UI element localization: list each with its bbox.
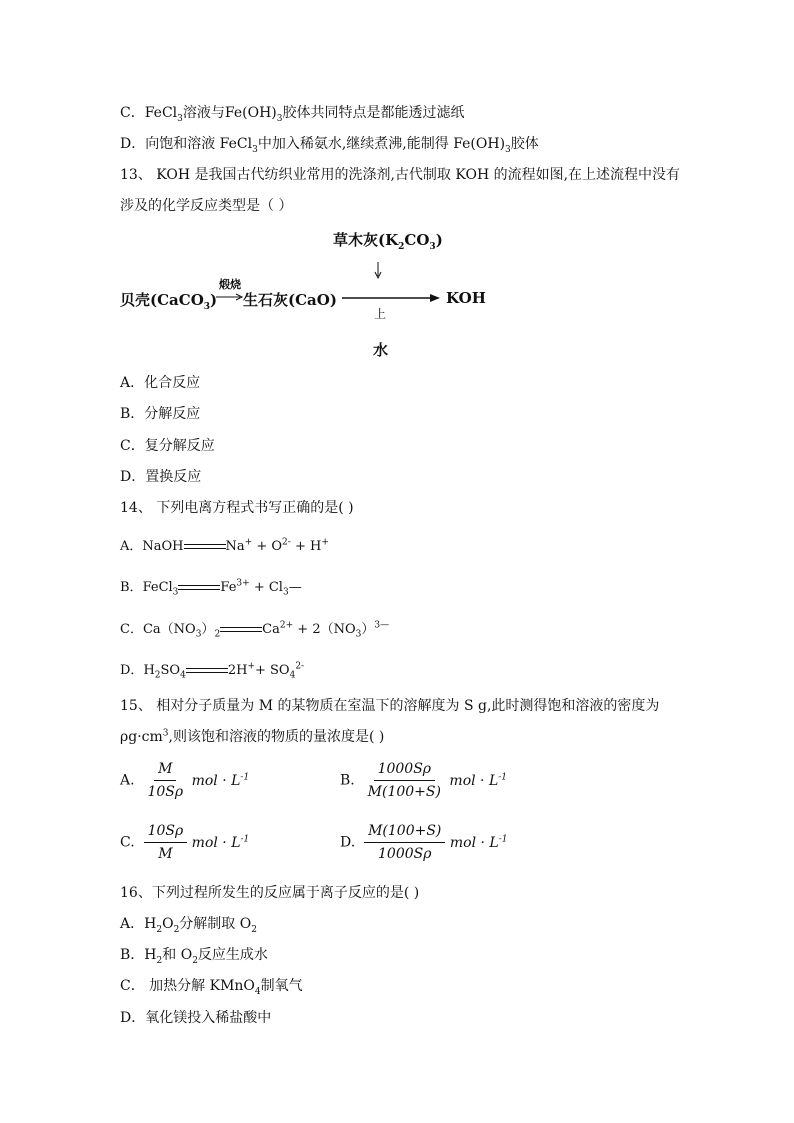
long-arrow-icon	[342, 293, 442, 303]
q15-option-c: C. $\frac{10S\rho}{M}$ mol · $L^{-1}$	[120, 823, 250, 862]
flow-small-mark: 上	[374, 307, 387, 321]
q16-option-c: C． 加热分解 KMnO$_4$制氧气	[120, 978, 303, 997]
q14-stem: 14、 下列电离方程式书写正确的是( )	[120, 500, 354, 516]
flow-right-label: KOH	[446, 289, 486, 307]
q12-option-c: C．FeCl$_3$溶液与$Fe(OH)_3$胶体共同特点是都能透过滤纸	[120, 105, 465, 124]
q14-option-c: C．$Ca(NO_3)_2$ $Ca^{2+} + 2(NO_3)^{3—}$	[120, 620, 390, 640]
q16-option-d: D．氧化镁投入稀盐酸中	[120, 1010, 272, 1026]
q15-stem-line1: 15、 相对分子质量为 M 的某物质在室温下的溶解度为 S g,此时测得饱和溶液的密度为	[120, 698, 660, 714]
q16-option-a: A．$H_2O_2$分解制取 $O_2$	[120, 916, 257, 935]
flow-top-label: 草木灰$(K_2CO_3)$	[333, 231, 443, 252]
right-arrow-icon	[216, 292, 244, 302]
q14-option-d: D．$H_2SO_4$ $2H^++ SO_4^{2-}$	[120, 661, 305, 681]
equals-sign-icon	[178, 583, 220, 593]
q16-option-b: B．$H_2$和 $O_2$反应生成水	[120, 947, 268, 966]
q13-option-b: B．分解反应	[120, 406, 201, 422]
q14-option-a: A．NaOH $Na^+ + O^{2-} + H^+$	[120, 537, 329, 554]
flow-mid-label: 生石灰(CaO)	[243, 291, 337, 309]
equals-sign-icon	[186, 666, 228, 676]
q12-option-d: D．向饱和溶液 FeCl$_3$中加入稀氨水,继续煮沸,能制得 $Fe(OH)_3$胶体	[120, 136, 539, 155]
q13-option-d: D．置换反应	[120, 469, 202, 485]
q13-stem-line2: 涉及的化学反应类型是（ ）	[120, 198, 293, 214]
equals-sign-icon	[220, 625, 262, 635]
down-arrow-icon	[373, 262, 383, 280]
q15-option-d: D. $\frac{M(100+S)}{1000S\rho}$ mol · $L^{-1}$	[340, 823, 508, 862]
q13-option-a: A．化合反应	[120, 375, 201, 391]
equals-sign-icon	[184, 542, 226, 552]
q15-option-b: B. $\frac{1000S\rho}{M(100+S)}$ mol · $L^{-1}$	[340, 761, 508, 800]
q13-stem-line1: 13、 KOH 是我国古代纺织业常用的洗涤剂,古代制取 KOH 的流程如图,在上述流程中没有	[120, 167, 681, 183]
q16-stem: 16、下列过程所发生的反应属于离子反应的是( )	[120, 885, 420, 901]
flow-bottom-label: 水	[373, 341, 389, 359]
q15-option-a: A. $\frac{M}{10S\rho}$ mol · $L^{-1}$	[120, 761, 250, 800]
q15-stem-line2: $\rho g\cdot cm^3$,则该饱和溶液的物质的量浓度是( )	[120, 728, 385, 745]
flow-left-label: 贝壳(CaCO$_3$)	[120, 291, 218, 312]
q13-option-c: C．复分解反应	[120, 438, 215, 454]
flow-arrow-label: 煅烧	[219, 278, 241, 291]
q14-option-b: B．FeCl$_3$ $Fe^{3+}$ + $Cl_3—$	[120, 578, 302, 598]
